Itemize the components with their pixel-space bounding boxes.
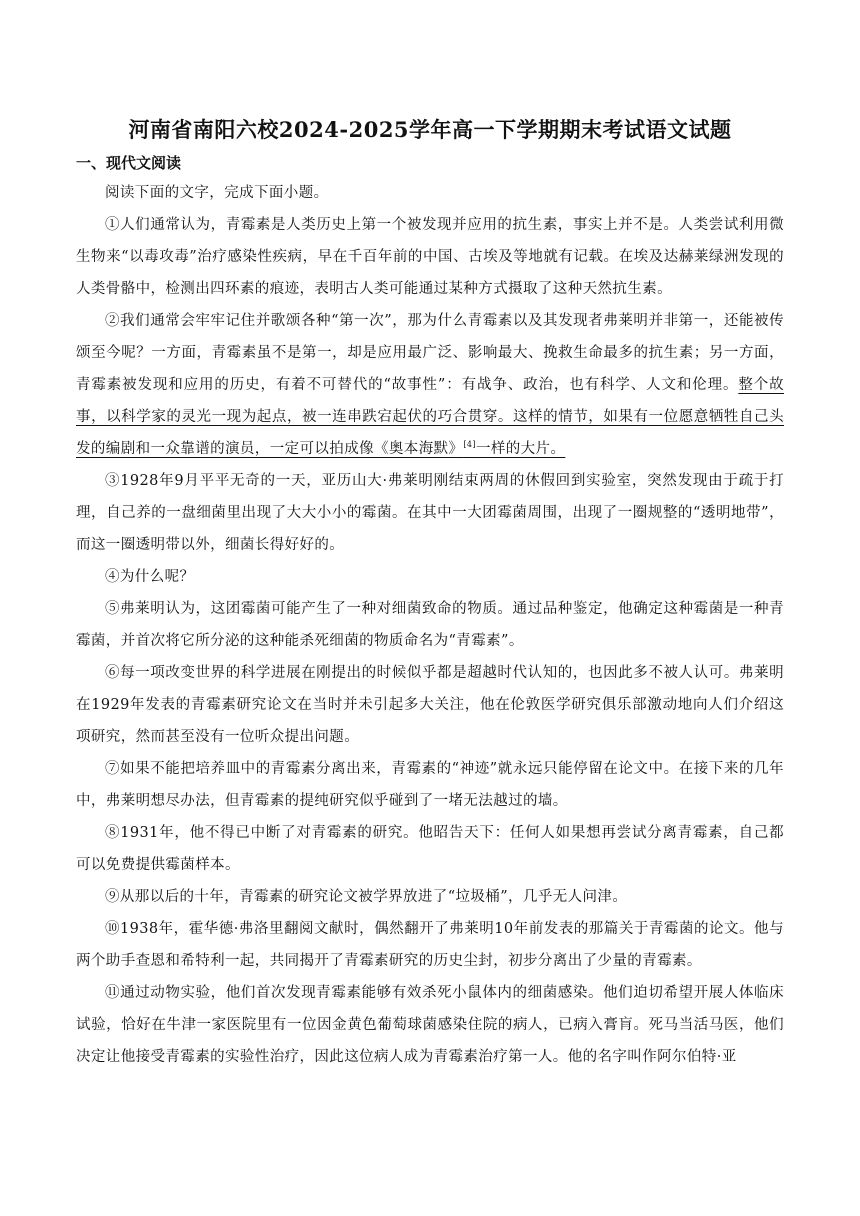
paragraph-5: ⑤弗莱明认为，这团霉菌可能产生了一种对细菌致命的物质。通过品种鉴定，他确定这种霉菌是一种青霉菌，并首次将它所分泌的这种能杀死细菌的物质命名为“青霉素”。: [76, 601, 784, 649]
paragraph-6: ⑥每一项改变世界的科学进展在刚提出的时候似乎都是超越时代认知的，也因此多不被人认可。弗莱明在1929年发表的青霉素研究论文在当时并未引起多大关注，他在伦敦医学研究俱乐部激动地向人们介绍这项研究，然而甚至没有一位听众提出问题。: [76, 665, 784, 745]
instruction-text: 阅读下面的文字，完成下面小题。: [105, 185, 329, 201]
section-heading: 一、现代文阅读: [76, 154, 182, 172]
paragraph-8: ⑧1931年，他不得已中断了对青霉素的研究。他昭告天下：任何人如果想再尝试分离青霉素，自己都可以免费提供霉菌样本。: [76, 825, 784, 873]
paragraph-2: [76, 305, 784, 465]
paragraph-2-text: ②我们通常会牢牢记住并歌颂各种“第一次”，那为什么青霉素以及其发现者弗莱明并非第一，还能被传颂至今呢？一方面，青霉素虽不是第一，却是应用最广泛、影响最大、挽救生命最多的抗生素；另一方面，青霉素被发现和应用的历史，有着不可替代的“故事性”：有战争、政治，也有科学、人文和伦理。: [76, 313, 784, 393]
footnote-marker: [4]: [463, 440, 476, 449]
paragraph-4: ④为什么呢？: [105, 569, 195, 585]
page-title: 河南省南阳六校2024-2025学年高一下学期期末考试语文试题: [128, 117, 732, 142]
paragraph-11: ⑪通过动物实验，他们首次发现青霉素能够有效杀死小鼠体内的细菌感染。他们迫切希望开展人体临床试验，恰好在牛津一家医院里有一位因金黄色葡萄球菌感染住院的病人，已病入膏肓。死马当活马医，他们决定让他接受青霉素的实验性治疗，因此这位病人成为青霉素治疗第一人。他的名字叫作阿尔伯特·亚: [76, 985, 784, 1065]
underlined-text: 整个故事，以科学家的灵光一现为起点，被一连串跌宕起伏的巧合贯穿。这样的情节，如果有一位愿意牺牲自己头发的编剧和一众靠谱的演员，一定可以拍成像《奥本海默》: [76, 377, 785, 457]
paragraph-3: ③1928年9月平平无奇的一天，亚历山大·弗莱明刚结束两周的休假回到实验室，突然发现由于疏于打理，自己养的一盘细菌里出现了大大小小的霉菌。在其中一大团霉菌周围，出现了一圈规整的“透明地带”，而这一圈透明带以外，细菌长得好好的。: [76, 473, 784, 553]
paragraph-1: ①人们通常认为，青霉素是人类历史上第一个被发现并应用的抗生素，事实上并不是。人类尝试利用微生物来“以毒攻毒”治疗感染性疾病，早在千百年前的中国、古埃及等地就有记载。在埃及达赫莱绿洲发现的人类骨骼中，检测出四环素的痕迹，表明古人类可能通过某种方式摄取了这种天然抗生素。: [76, 217, 784, 297]
paragraph-7: ⑦如果不能把培养皿中的青霉素分离出来，青霉素的“神迹”就永远只能停留在论文中。在接下来的几年中，弗莱明想尽办法，但青霉素的提纯研究似乎碰到了一堵无法越过的墙。: [76, 761, 784, 809]
paragraph-9: ⑨从那以后的十年，青霉素的研究论文被学界放进了“垃圾桶”，几乎无人问津。: [105, 889, 628, 905]
underlined-tail: 一样的大片。: [475, 441, 566, 457]
paragraph-10: ⑩1938年，霍华德·弗洛里翻阅文献时，偶然翻开了弗莱明10年前发表的那篇关于青霉菌的论文。他与两个助手查恩和希特利一起，共同揭开了青霉素研究的历史尘封，初步分离出了少量的青霉素。: [76, 921, 784, 969]
